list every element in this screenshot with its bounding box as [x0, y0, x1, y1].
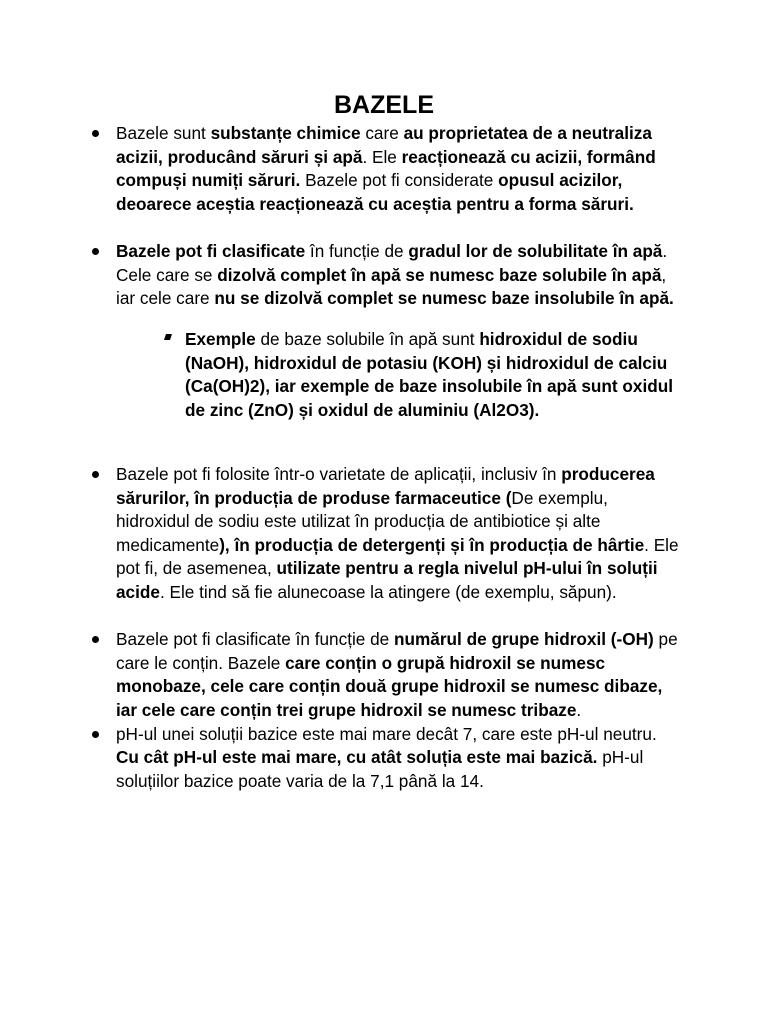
bullet-item: [116, 240, 684, 311]
text-segment: .: [576, 700, 582, 721]
bold-text-segment: substanțe chimice: [210, 123, 361, 143]
text-segment: . Ele pot fi, de asemenea,: [116, 534, 679, 579]
text-segment: Bazele pot fi folosite într-o varietate de aplicații, inclusiv în: [116, 464, 562, 485]
bullet-item: [116, 628, 684, 722]
text-segment: în funcție de: [305, 240, 409, 261]
bold-text-segment: utilizate pentru a regla nivelul pH-ului în soluții acide: [116, 558, 658, 603]
bold-text-segment: au proprietatea de a neutraliza acizii, producând săruri și apă: [116, 123, 652, 167]
text-segment: Bazele pot fi considerate: [300, 170, 499, 191]
bold-text-segment: dizolvă complet în apă se numesc baze solubile în apă: [217, 264, 662, 285]
text-segment: Bazele sunt: [116, 123, 211, 143]
bold-text-segment: Exemple: [185, 328, 256, 349]
bold-text-segment: care conțin o grupă hidroxil se numesc monobaze, cele care conțin două grupe hidroxil se numesc dibaze, iar cele care conțin trei grupe hidroxil se numesc tribaze: [116, 652, 663, 721]
bold-text-segment: Bazele pot fi clasificate: [116, 240, 306, 261]
text-segment: care: [360, 123, 404, 143]
bold-text-segment: Cu cât pH-ul este mai mare, cu atât soluția este mai bazică.: [116, 747, 598, 768]
bold-text-segment: producerea sărurilor, în producția de produse farmaceutice (: [116, 464, 655, 508]
bold-text-segment: opusul acizilor, deoarece aceștia reacționează cu aceștia pentru a forma săruri.: [116, 170, 634, 214]
sub-bullet-item: [185, 328, 684, 422]
bullet-item: [116, 723, 684, 794]
text-segment: Bazele pot fi clasificate în funcție de: [116, 629, 395, 650]
text-segment: pe care le conțin. Bazele: [116, 629, 678, 673]
paragraph-gap: [116, 605, 684, 629]
text-segment: . Cele care se: [116, 240, 668, 285]
text-segment: pH-ul unei soluții bazice este mai mare decât 7, care este pH-ul neutru.: [116, 723, 657, 744]
text-segment: pH-ul soluțiilor bazice poate varia de la 7,1 până la 14.: [116, 747, 644, 791]
text-segment: De exemplu, hidroxidul de sodiu este utilizat în producția de antibiotice și alte medicamente: [116, 487, 608, 555]
bold-text-segment: gradul lor de solubilitate în apă: [408, 240, 663, 261]
text-segment: , iar cele care: [116, 264, 667, 309]
paragraph-gap: [116, 216, 684, 240]
bullet-item: [116, 122, 684, 216]
page-title: BAZELE: [334, 91, 434, 119]
paragraph-gap: [116, 440, 684, 464]
bold-text-segment: hidroxidul de sodiu (NaOH), hidroxidul de potasiu (KOH) și hidroxidul de calciu (Ca(OH)2), iar exemple de baze insolubile în apă sunt oxidul de zinc (ZnO) și oxidul de aluminiu (Al2O3).: [185, 328, 674, 420]
bold-text-segment: nu se dizolvă complet se numesc baze insolubile în apă.: [214, 288, 674, 309]
document-body: [116, 122, 684, 793]
bold-text-segment: reacționează cu acizii, formând compuși numiți săruri.: [116, 146, 656, 191]
text-segment: de baze solubile în apă sunt: [255, 328, 480, 349]
bold-text-segment: numărul de grupe hidroxil (-OH): [394, 629, 654, 650]
bold-text-segment: ), în producția de detergenți și în producția de hârtie: [219, 534, 645, 555]
text-segment: . Ele: [362, 146, 402, 167]
bullet-item: [116, 463, 684, 605]
text-segment: . Ele tind să fie alunecoase la atingere (de exemplu, săpun).: [159, 582, 617, 603]
